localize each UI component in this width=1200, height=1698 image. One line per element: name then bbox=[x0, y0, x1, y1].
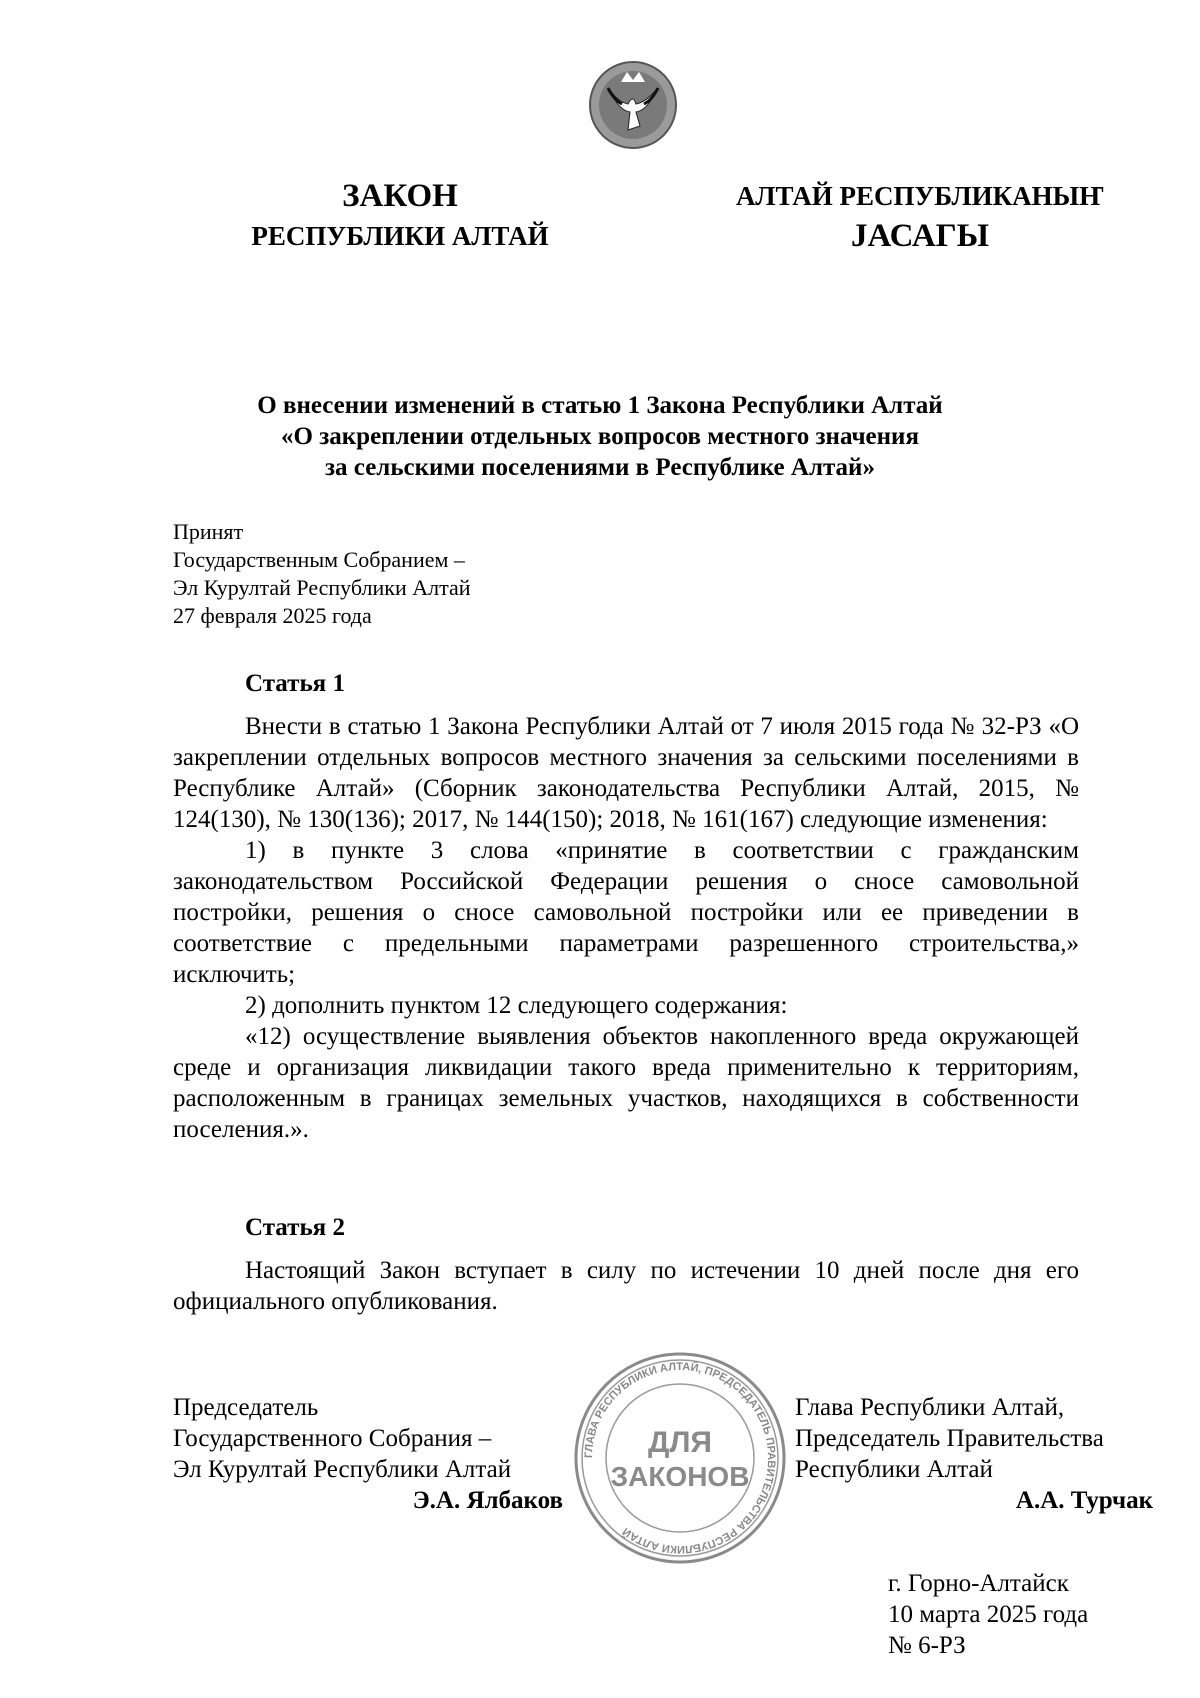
stamp-text-line2: ЗАКОНОВ bbox=[610, 1461, 750, 1492]
title-line: «О закреплении отдельных вопросов местного значения bbox=[281, 423, 919, 450]
coat-of-arms-emblem-icon bbox=[588, 60, 678, 150]
signature-right bbox=[795, 1392, 1153, 1516]
adoption-date: 27 февраля 2025 года bbox=[173, 603, 372, 628]
article-2-text: Настоящий Закон вступает в силу по истечении 10 дней после дня его официального опубликования. bbox=[173, 1257, 1079, 1315]
article-2-heading: Статья 2 bbox=[245, 1214, 345, 1241]
signatory-title: Председатель bbox=[173, 1394, 319, 1421]
stamp-text-line1: ДЛЯ bbox=[648, 1426, 712, 1459]
title-line: за сельскими поселениями в Республике Алтай» bbox=[325, 454, 875, 481]
article-1-intro: Внести в статью 1 Закона Республики Алтай от 7 июля 2015 года № 32-РЗ «О закреплении отдельных вопросов местного значения за сельскими поселениями в Республике Алтай» (Сборник законодательства Республики Алтай, 2015, № 124(130), № 130(136); 2017, № 144(150); 2018, № 161(167) следующие изменения: bbox=[173, 713, 1079, 833]
signatory-name: А.А. Турчак bbox=[1015, 1487, 1153, 1514]
signatory-title: Государственного Собрания – bbox=[173, 1425, 492, 1452]
signatory-title: Республики Алтай bbox=[795, 1456, 993, 1483]
signatory-name: Э.А. Ялбаков bbox=[412, 1487, 563, 1514]
header-left bbox=[200, 176, 600, 256]
city: г. Горно-Алтайск bbox=[888, 1570, 1069, 1597]
adoption-info bbox=[173, 518, 471, 630]
document-title bbox=[150, 390, 1050, 483]
article-1-item-2: 2) дополнить пунктом 12 следующего содержания: bbox=[245, 992, 788, 1019]
law-title-altai: JАСАГЫ bbox=[850, 218, 990, 254]
header-right bbox=[700, 176, 1140, 256]
official-seal-stamp-icon bbox=[570, 1348, 790, 1568]
stamp-ring-text: ГЛАВА РЕСПУБЛИКИ АЛТАЙ, ПРЕДСЕДАТЕЛЬ ПРАВИТЕЛЬСТВА РЕСПУБЛИКИ АЛТАЙ bbox=[582, 1360, 778, 1556]
signatory-title: Председатель Правительства bbox=[795, 1425, 1104, 1452]
signature-left bbox=[173, 1392, 563, 1516]
adoption-line: Принят bbox=[173, 519, 244, 544]
republic-name-altai: АЛТАЙ РЕСПУБЛИКАНЫҤ bbox=[735, 181, 1105, 211]
signatory-title: Эл Курултай Республики Алтай bbox=[173, 1456, 512, 1483]
law-title: ЗАКОН bbox=[342, 178, 458, 214]
signing-date: 10 марта 2025 года bbox=[888, 1601, 1089, 1628]
place-date-number bbox=[888, 1568, 1088, 1661]
adoption-line: Эл Курултай Республики Алтай bbox=[173, 575, 471, 600]
article-1-item-2-text: «12) осуществление выявления объектов накопленного вреда окружающей среде и организация ликвидации такого вреда применительно к территориям, расположенным в границах земельных участков, находящихся в собственности поселения.». bbox=[173, 1023, 1079, 1143]
article-1 bbox=[173, 668, 1079, 1145]
title-line: О внесении изменений в статью 1 Закона Республики Алтай bbox=[257, 392, 943, 419]
signatory-title: Глава Республики Алтай, bbox=[795, 1394, 1065, 1421]
republic-name: РЕСПУБЛИКИ АЛТАЙ bbox=[251, 221, 549, 251]
law-number: № 6-РЗ bbox=[888, 1632, 966, 1659]
article-1-item-1: 1) в пункте 3 слова «принятие в соответствии с гражданским законодательством Российской Федерации решения о сносе самовольной постройки, решения о сносе самовольной постройки или ее приведении в соответствие с предельными параметрами разрешенного строительства,» исключить; bbox=[173, 837, 1079, 988]
article-2 bbox=[173, 1212, 1079, 1317]
adoption-line: Государственным Собранием – bbox=[173, 547, 465, 572]
article-1-heading: Статья 1 bbox=[245, 670, 345, 697]
